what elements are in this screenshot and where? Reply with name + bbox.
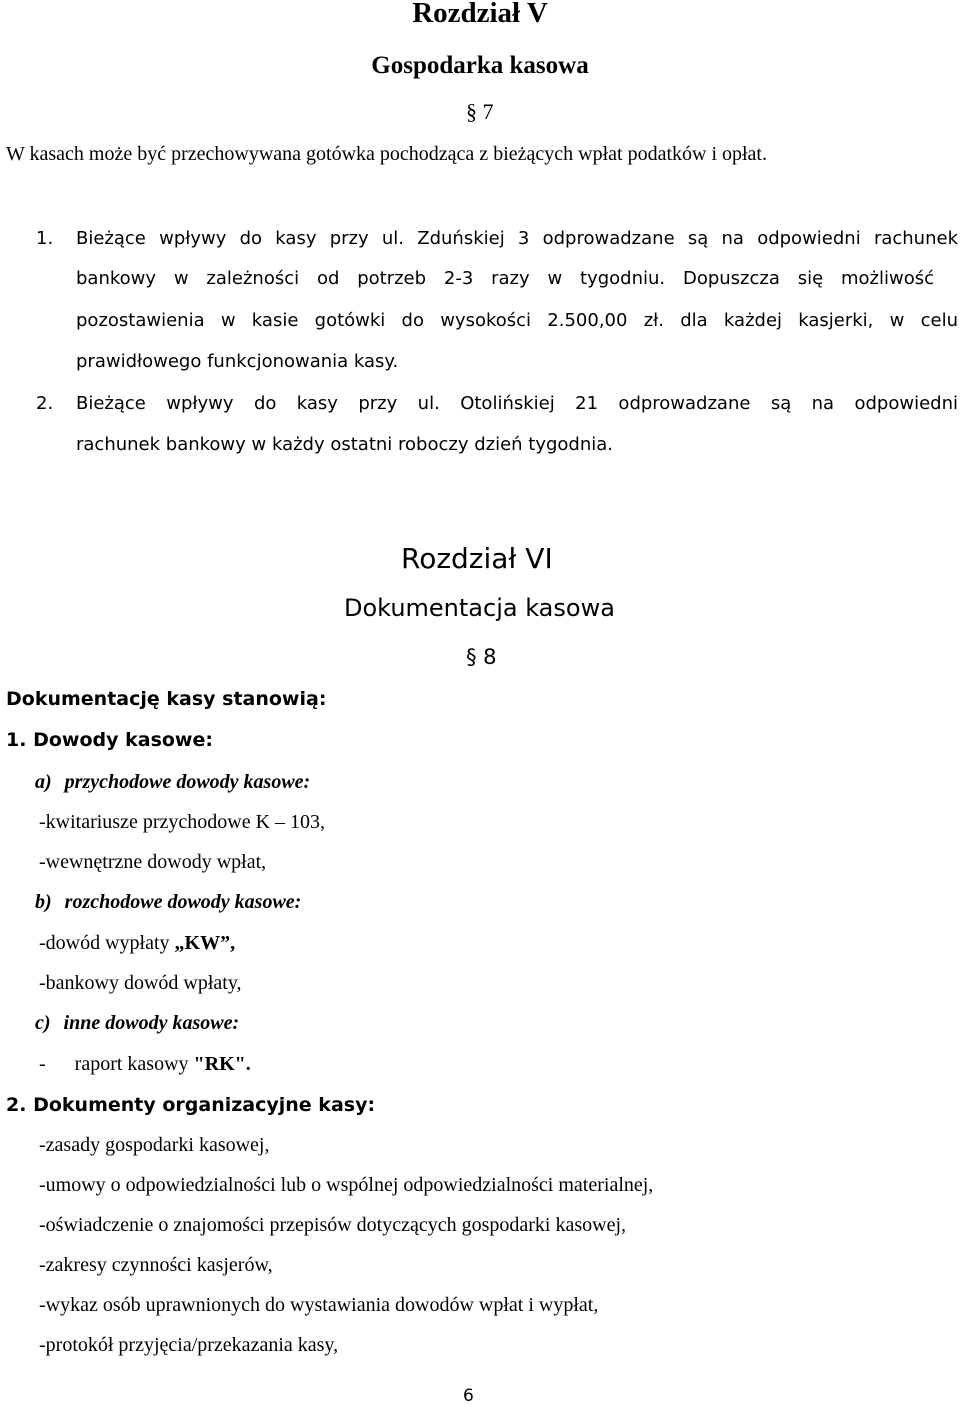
c-item-dash: - (39, 1053, 46, 1075)
group1-title: Dowody kasowe: (33, 729, 213, 751)
b-item-2: -bankowy dowód wpłaty, (39, 972, 242, 994)
intro-paragraph: W kasach może być przechowywana gotówka pochodząca z bieżących wpłat podatków i opłat. (6, 143, 767, 165)
subheading-a-letter: a) (35, 771, 52, 793)
group1-number: 1. (6, 729, 27, 751)
org-doc-item: -protokół przyjęcia/przekazania kasy, (39, 1334, 339, 1356)
subheading-c-letter: c) (35, 1012, 51, 1034)
item2-line2: rachunek bankowy w każdy ostatni roboczy dzień tygodnia. (76, 434, 614, 455)
group1-heading (6, 729, 213, 751)
b-item-1-text: -dowód wypłaty (39, 932, 175, 954)
chapter-heading-5: Rozdział V (412, 0, 548, 29)
org-doc-item: -zasady gospodarki kasowej, (39, 1134, 270, 1156)
subheading-c (35, 1012, 239, 1035)
item1-line3: pozostawienia w kasie gotówki do wysokości 2.500,00 zł. dla każdej kasjerki, w celu (76, 310, 958, 331)
org-doc-item: -zakresy czynności kasjerów, (39, 1254, 273, 1276)
item2-line1: Bieżące wpływy do kasy przy ul. Otolińskiej 21 odprowadzane są na odpowiedni (76, 393, 958, 414)
documentation-lead: Dokumentację kasy stanowią: (6, 688, 327, 710)
a-item-2: -wewnętrzne dowody wpłat, (39, 851, 267, 873)
group2-title: Dokumenty organizacyjne kasy: (33, 1094, 376, 1116)
subheading-b-letter: b) (35, 891, 52, 913)
chapter-heading-6: Rozdział VI (401, 542, 553, 575)
subheading-a (35, 771, 310, 794)
paragraph-mark-8: § 8 (466, 645, 497, 669)
a-item-1: -kwitariusze przychodowe K – 103, (39, 811, 326, 833)
org-doc-item: -oświadczenie o znajomości przepisów dotyczących gospodarki kasowej, (39, 1214, 627, 1236)
item1-line1: Bieżące wpływy do kasy przy ul. Zduńskiej 3 odprowadzane są na odpowiedni rachunek (76, 228, 958, 249)
subheading-b-title: rozchodowe dowody kasowe: (64, 891, 302, 913)
page-number: 6 (463, 1386, 474, 1406)
item-number-1: 1. (36, 228, 54, 249)
subheading-c-title: inne dowody kasowe: (63, 1012, 240, 1034)
org-doc-item: -wykaz osób uprawnionych do wystawiania dowodów wpłat i wypłat, (39, 1294, 599, 1316)
b-item-1 (39, 932, 235, 955)
c-item-text: raport kasowy (74, 1053, 194, 1075)
chapter-title-6: Dokumentacja kasowa (344, 594, 615, 622)
item1-line4: prawidłowego funkcjonowania kasy. (76, 351, 399, 372)
item-number-2: 2. (36, 393, 54, 414)
subheading-a-title: przychodowe dowody kasowe: (64, 771, 311, 793)
c-item-1 (39, 1053, 251, 1076)
b-item-1-code: „KW”, (174, 932, 236, 954)
c-item-code: "RK". (193, 1053, 251, 1075)
chapter-title-5: Gospodarka kasowa (371, 52, 589, 79)
item1-line2: bankowy w zależności od potrzeb 2-3 razy w tygodniu. Dopuszcza się możliwość (76, 268, 934, 289)
org-doc-item: -umowy o odpowiedzialności lub o wspólnej odpowiedzialności materialnej, (39, 1174, 654, 1196)
subheading-b (35, 891, 301, 914)
paragraph-mark-7: § 7 (466, 99, 494, 124)
group2-number: 2. (6, 1094, 27, 1116)
group2-heading (6, 1094, 375, 1116)
